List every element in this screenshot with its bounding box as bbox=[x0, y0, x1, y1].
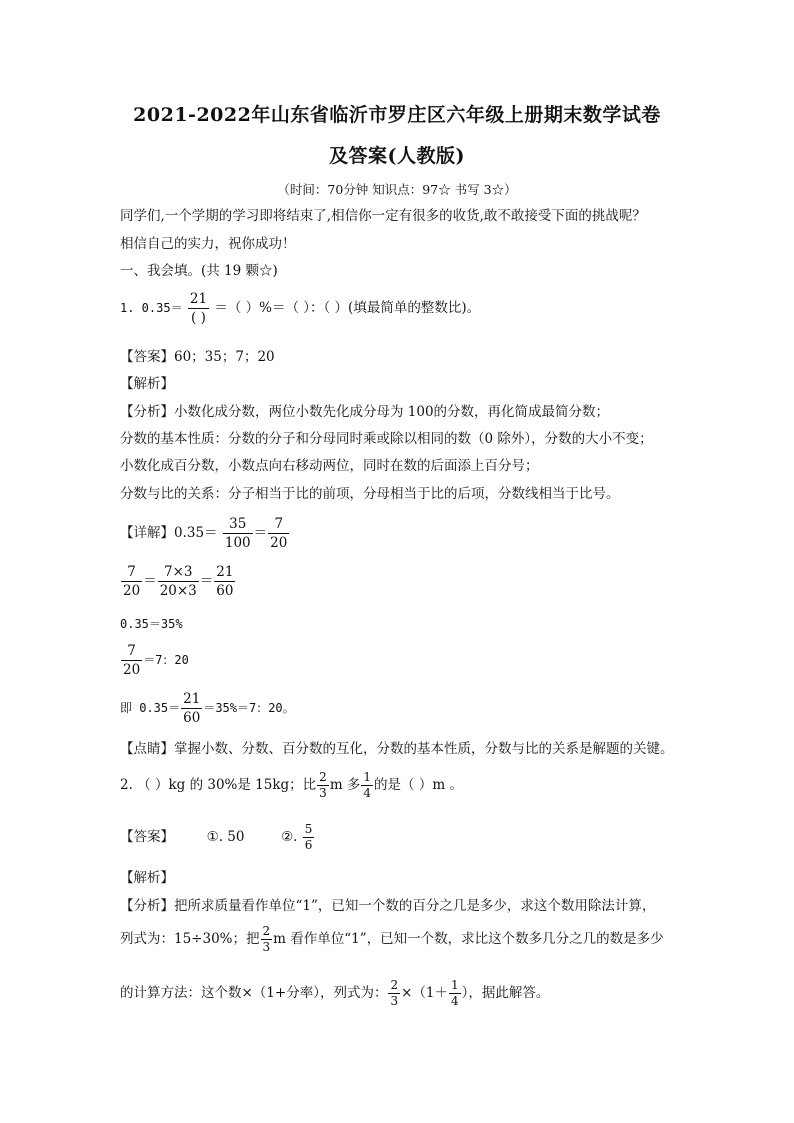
q2-fenxi3-mid: ×（1＋ bbox=[401, 985, 449, 1001]
q1-detail-label: 【详解】0.35＝ bbox=[120, 525, 218, 541]
q1-fenxi-3: 小数化成百分数，小数点向右移动两位，同时在数的后面添上百分号； bbox=[120, 458, 539, 474]
q1-fenxi-4: 分数与比的关系：分子相当于比的前项，分母相当于比的后项，分数线相当于比号。 bbox=[120, 486, 620, 502]
q2-fenxi3-a-num: 2 bbox=[390, 978, 399, 992]
q2-fenxi2-den: 3 bbox=[262, 940, 271, 954]
q2-fenxi-2 bbox=[120, 924, 664, 955]
q1-d2-b-den: 20×3 bbox=[159, 583, 197, 599]
q2-answer-fraction bbox=[303, 822, 315, 853]
q1-prefix: 1. 0.35＝ bbox=[120, 301, 183, 315]
q1-detail-line-5 bbox=[120, 690, 295, 727]
q1-d2-fraction-a bbox=[121, 563, 142, 600]
q1-d4-rest: ＝7：20 bbox=[143, 653, 189, 667]
document-title-line1: 2021-2022年山东省临沂市罗庄区六年级上册期末数学试卷 bbox=[133, 104, 661, 126]
q2-fraction-2 bbox=[361, 770, 373, 801]
q1-fraction-den: ( ) bbox=[191, 310, 206, 326]
q1-d2-c-den: 60 bbox=[216, 583, 234, 599]
q2-fenxi2-prefix: 列式为：15÷30%；把 bbox=[120, 931, 260, 947]
q1-d1-a-num: 35 bbox=[223, 515, 253, 534]
question-2 bbox=[120, 770, 463, 801]
document-title-line2: 及答案(人教版) bbox=[329, 145, 465, 167]
q1-d2-eq-1: ＝ bbox=[143, 573, 157, 589]
q1-d1-fraction-a bbox=[223, 515, 253, 552]
intro-line-2: 相信自己的实力，祝你成功！ bbox=[120, 236, 296, 252]
q1-d2-b-num: 7×3 bbox=[158, 563, 199, 582]
q1-detail-line-3: 0.35＝35% bbox=[120, 617, 183, 631]
q2-fenxi3-rest: ），据此解答。 bbox=[461, 985, 550, 1001]
question-1 bbox=[120, 290, 480, 327]
q2-f2-num: 1 bbox=[363, 770, 372, 784]
q1-d1-b-den: 20 bbox=[270, 535, 288, 551]
q2-ans-num: 5 bbox=[304, 822, 313, 836]
q2-prefix: 2. （ ）kg 的 30%是 15kg；比 bbox=[120, 777, 317, 793]
exam-meta: （时间：70分钟 知识点：97☆ 书写 3☆） bbox=[277, 182, 517, 197]
q2-fenxi2-fraction bbox=[261, 924, 273, 955]
q1-d1-b-num: 7 bbox=[268, 515, 289, 534]
q1-d2-a-num: 7 bbox=[121, 563, 142, 582]
q2-mid: m 多 bbox=[329, 777, 361, 793]
q1-fraction-num: 21 bbox=[189, 291, 208, 307]
q1-fenxi-1: 【分析】小数化成分数，两位小数先化成分母为 100的分数，再化简成最简分数； bbox=[120, 404, 610, 420]
q1-rest: ＝（ ）%＝（ ）：（ ）(填最简单的整数比)。 bbox=[214, 300, 481, 316]
q1-d5-fraction bbox=[181, 690, 202, 727]
q1-dianjing: 【点睛】掌握小数、分数、百分数的互化，分数的基本性质，分数与比的关系是解题的关键。 bbox=[120, 741, 674, 757]
q2-fenxi-3 bbox=[120, 978, 549, 1009]
q1-detail-line-2 bbox=[120, 563, 236, 600]
q2-answer-b: ②. bbox=[281, 829, 298, 845]
q1-fraction bbox=[188, 290, 209, 327]
q1-d1-eq: ＝ bbox=[253, 525, 268, 541]
q2-answer-a: ①. 50 bbox=[206, 829, 245, 845]
q1-answer: 【答案】60；35；7；20 bbox=[120, 349, 275, 365]
q2-ans-den: 6 bbox=[304, 838, 313, 852]
q2-fenxi3-fraction-b bbox=[449, 978, 461, 1009]
q2-fenxi3-prefix: 的计算方法：这个数×（1+分率），列式为： bbox=[120, 985, 388, 1001]
q2-fenxi2-num: 2 bbox=[262, 924, 271, 938]
q2-answer-label: 【答案】 bbox=[120, 829, 174, 845]
q1-d2-c-num: 21 bbox=[216, 564, 234, 580]
q1-jiexi: 【解析】 bbox=[120, 376, 174, 392]
q1-d2-a-den: 20 bbox=[123, 583, 141, 599]
q1-d4-num: 7 bbox=[121, 642, 142, 661]
q2-fenxi3-fraction-a bbox=[388, 978, 400, 1009]
intro-line-1: 同学们,一个学期的学习即将结束了,相信你一定有很多的收货,敢不敢接受下面的挑战呢？ bbox=[120, 208, 646, 224]
q1-d4-den: 20 bbox=[123, 662, 141, 678]
q2-fenxi3-b-num: 1 bbox=[451, 978, 459, 992]
q2-f1-num: 2 bbox=[319, 770, 327, 784]
q2-fraction-1 bbox=[317, 770, 329, 801]
q1-d5-num: 21 bbox=[183, 691, 201, 707]
q2-rest: 的是（ ）m 。 bbox=[374, 777, 463, 793]
q1-detail-line-1 bbox=[120, 515, 290, 552]
q1-detail-line-4 bbox=[120, 642, 189, 679]
q1-d2-fraction-c bbox=[214, 563, 235, 600]
q1-d5-rest: ＝35%＝7：20。 bbox=[203, 701, 295, 715]
q1-d5-den: 60 bbox=[183, 710, 201, 726]
section-heading: 一、我会填。(共 19 颗☆) bbox=[120, 263, 278, 279]
q1-fenxi-2: 分数的基本性质：分数的分子和分母同时乘或除以相同的数（0 除外），分数的大小不变； bbox=[120, 431, 653, 447]
q2-fenxi-1: 【分析】把所求质量看作单位“1”，已知一个数的百分之几是多少，求这个数用除法计算， bbox=[120, 898, 656, 914]
q1-d5-prefix: 即 0.35＝ bbox=[120, 701, 181, 715]
q1-d1-a-den: 100 bbox=[224, 535, 251, 551]
q2-fenxi3-b-den: 4 bbox=[451, 994, 459, 1008]
q2-f1-den: 3 bbox=[319, 786, 327, 800]
q2-fenxi2-rest: m 看作单位“1”，已知一个数，求比这个数多几分之几的数是多少 bbox=[273, 931, 664, 947]
q2-fenxi3-a-den: 3 bbox=[390, 994, 399, 1008]
q1-d2-fraction-b bbox=[158, 563, 199, 600]
q2-f2-den: 4 bbox=[363, 786, 372, 800]
q2-answer bbox=[120, 822, 315, 853]
q1-d4-fraction bbox=[121, 642, 142, 679]
q1-d1-fraction-b bbox=[268, 515, 289, 552]
q1-d2-eq-2: ＝ bbox=[199, 573, 214, 589]
q2-jiexi: 【解析】 bbox=[120, 870, 174, 886]
